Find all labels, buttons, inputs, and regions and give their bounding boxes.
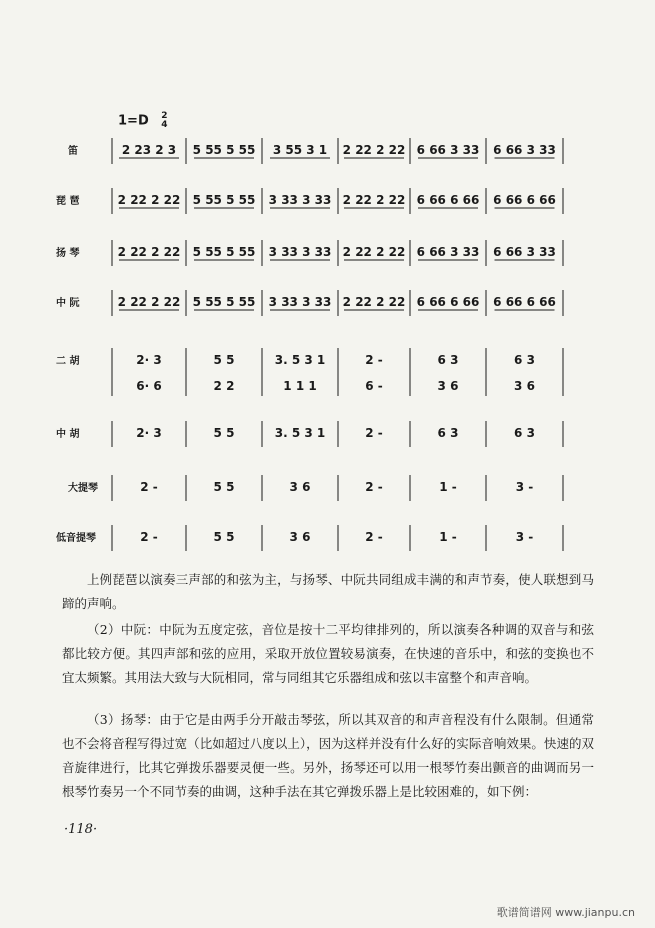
instrument-label: 笛 (68, 146, 78, 157)
measure-notes: 6 3 (514, 426, 535, 440)
measure-notes: 2 - (140, 530, 158, 544)
measure-notes: 6 66 3 33 (416, 143, 480, 157)
instrument-label: 大提琴 (68, 483, 98, 494)
measure-notes: 5 5 (213, 530, 235, 544)
measure-notes: 3 33 3 33 (268, 295, 332, 309)
measure-notes: 6 66 6 66 (416, 295, 480, 309)
measure-notes-lower: 6· 6 (136, 379, 162, 393)
measure-notes: 1 - (439, 530, 457, 544)
measure-notes: 2 22 2 22 (117, 193, 181, 207)
measure-notes: 2 22 2 22 (342, 193, 406, 207)
measure-notes: 1 - (439, 480, 457, 494)
measure-notes: 6 3 (514, 353, 535, 367)
measure-notes: 6 66 3 33 (416, 245, 480, 259)
measure-notes: 2 22 2 22 (117, 295, 181, 309)
measure-notes: 3. 5 3 1 (274, 426, 326, 440)
measure-notes: 2 22 2 22 (117, 245, 181, 259)
measure-notes: 2 - (365, 426, 383, 440)
paragraph-1-text: 上例琵琶以演奏三声部的和弦为主，与扬琴、中阮共同组成丰满的和声节奏，使人联想到马蹄的声响。 (62, 572, 594, 611)
measure-notes: 2 - (365, 353, 383, 367)
measure-notes: 3 6 (289, 480, 311, 494)
time-top: 2 (161, 111, 168, 121)
instrument-label: 中 胡 (56, 429, 80, 440)
paragraph-2 (62, 618, 594, 690)
measure-notes: 6 66 3 33 (493, 245, 556, 259)
measure-notes-lower: 3 6 (514, 379, 535, 393)
measure-notes: 2 22 2 22 (342, 245, 406, 259)
page-number: ·118· (64, 822, 98, 837)
measure-notes: 3 - (515, 530, 534, 544)
measure-notes-lower: 3 6 (437, 379, 459, 393)
instrument-label: 琵 琶 (56, 196, 80, 207)
measure-notes: 6 3 (437, 426, 459, 440)
measure-notes: 3 33 3 33 (268, 193, 332, 207)
measure-notes: 6 3 (437, 353, 459, 367)
instrument-label: 扬 琴 (56, 248, 80, 259)
measure-notes: 3 55 3 1 (272, 143, 328, 157)
measure-notes: 5 55 5 55 (192, 295, 256, 309)
measure-notes: 2 - (365, 480, 383, 494)
instrument-label: 二 胡 (56, 356, 80, 367)
paragraph-2-text: （2）中阮：中阮为五度定弦，音位是按十二平均律排列的，所以演奏各种调的双音与和弦都比较方便。其四声部和弦的应用，采取开放位置较易演奏，在快速的音乐中，和弦的变换也不宜太频繁。其用法大致与大阮相同，常与同组其它乐器组成和弦以丰富整个和声音响。 (62, 622, 594, 685)
time-bottom: 4 (161, 120, 168, 130)
measure-notes: 2 22 2 22 (342, 295, 406, 309)
measure-notes: 2 22 2 22 (342, 143, 406, 157)
measure-notes: 3 6 (289, 530, 311, 544)
measure-notes: 2 23 2 3 (121, 143, 177, 157)
measure-notes: 6 66 6 66 (493, 193, 556, 207)
measure-notes: 6 66 3 33 (493, 143, 556, 157)
instrument-label: 中 阮 (56, 298, 80, 309)
measure-notes: 3 - (515, 480, 534, 494)
measure-notes-lower: 6 - (365, 379, 383, 393)
measure-notes: 6 66 6 66 (493, 295, 556, 309)
paragraph-3 (62, 708, 594, 804)
measure-notes: 2· 3 (136, 353, 162, 367)
measure-notes: 2 - (140, 480, 158, 494)
measure-notes: 3. 5 3 1 (274, 353, 326, 367)
watermark: 歌谱简谱网 www.jianpu.cn (496, 906, 635, 919)
measure-notes: 2· 3 (136, 426, 162, 440)
key-label: 1=D (118, 113, 149, 129)
instrument-label: 低音提琴 (56, 533, 96, 544)
measure-notes: 5 5 (213, 480, 235, 494)
measure-notes: 5 55 5 55 (192, 143, 256, 157)
measure-notes: 5 55 5 55 (192, 245, 256, 259)
measure-notes-lower: 1 1 1 (283, 379, 317, 393)
paragraph-1 (62, 568, 594, 616)
measure-notes: 6 66 6 66 (416, 193, 480, 207)
paragraph-3-text: （3）扬琴：由于它是由两手分开敲击琴弦，所以其双音的和声音程没有什么限制。但通常也不会将音程写得过宽（比如超过八度以上），因为这样并没有什么好的实际音响效果。快速的双音旋律进行，比其它弹拨乐器要灵便一些。另外，扬琴还可以用一根琴竹奏出颤音的曲调而另一根琴竹奏另一个不同节奏的曲调，这种手法在其它弹拨乐器上是比较困难的，如下例： (62, 712, 594, 799)
measure-notes: 3 33 3 33 (268, 245, 332, 259)
measure-notes-lower: 2 2 (213, 379, 235, 393)
measure-notes: 2 - (365, 530, 383, 544)
measure-notes: 5 5 (213, 353, 235, 367)
measure-notes: 5 5 (213, 426, 235, 440)
measure-notes: 5 55 5 55 (192, 193, 256, 207)
